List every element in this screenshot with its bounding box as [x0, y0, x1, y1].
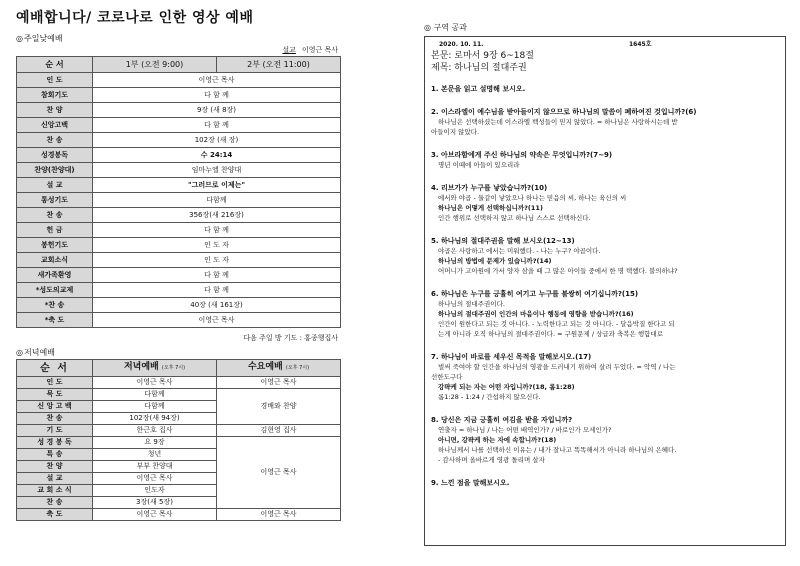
order-value: 9장 (새 8장): [93, 103, 341, 118]
answer-line: 는게 아니라 오직 하나님의 절대주권이다. = 구원문제 / 상급과 축복은 행함대로: [438, 330, 664, 338]
order-label: 신앙고백: [17, 118, 93, 133]
issue-number: 1645호: [629, 41, 652, 48]
order-value: 이영근 목사: [93, 73, 341, 88]
order-label: 설 교: [17, 473, 93, 485]
order-value: 102장 (새 장): [93, 133, 341, 148]
question-text: 1. 본문을 읽고 설명해 보시오.: [431, 85, 526, 93]
bullet-icon: ◎: [16, 34, 23, 43]
order-value: 40장 (새 161장): [93, 298, 341, 313]
table-header-row: [17, 360, 341, 377]
answer-line: 인간이 원한다고 되는 것 아니다. - 노력한다고 되는 것 아니다. - 달음박질 한다고 되: [438, 320, 675, 328]
morning-order-table: [16, 56, 341, 328]
order-value: 다함께: [93, 193, 341, 208]
answer-line: 롬1:28 - 1:24 / 간섭하지 않으신다.: [438, 393, 541, 401]
question-text: 5. 하나님의 절대주권을 말해 보시오(12~13): [431, 237, 575, 245]
order-value: 다 함 께: [93, 118, 341, 133]
answer-line: 어머니가 고아원에 가서 양자 삼을 때 그 많은 아이들 중에서 한 명 택했다. 불의하냐?: [438, 267, 678, 275]
answer-line: 벌써 죽여야 할 인간을 하나님의 영광을 드러내기 위하여 살려 두었다. = 악역 / 나는: [438, 363, 676, 371]
header-wednesday: 수요예배 (오후 7시): [217, 360, 341, 377]
table-row: [17, 193, 341, 208]
order-label: 찬양(찬양대): [17, 163, 93, 178]
next-week-prayer: 다음 주일 방 기도 : 홍종행집사: [243, 334, 338, 342]
order-label: 찬 송: [17, 208, 93, 223]
sunday-evening-value: 다함께: [93, 389, 217, 401]
question-item: [431, 84, 779, 94]
question-text: 7. 하나님이 바로를 세우신 목적을 말해보시오.(17): [431, 353, 592, 361]
worship-bulletin-page: [16, 8, 340, 521]
table-row: [17, 118, 341, 133]
table-row: [17, 178, 341, 193]
order-value: 수 24:14: [93, 148, 341, 163]
table-row: [17, 253, 341, 268]
sunday-evening-value: 한근호 집사: [93, 425, 217, 437]
table-row: [17, 389, 341, 401]
wednesday-value: 김현영 집사: [217, 425, 341, 437]
order-label: 교 회 소 식: [17, 485, 93, 497]
answer-line: 하나님의 절대주권이 인간의 마음이나 행동에 영향을 받습니까?(16): [438, 310, 634, 318]
order-label: 인 도: [17, 73, 93, 88]
header-order: 순 서: [17, 360, 93, 377]
question-item: [431, 150, 779, 170]
order-label: 새가족환영: [17, 268, 93, 283]
answer-line: - 감사하며 올바르게 영광 돌리며 살자: [438, 456, 545, 464]
order-label: 성경봉독: [17, 148, 93, 163]
bullet-icon: ◎: [16, 348, 23, 357]
table-row: [17, 313, 341, 328]
order-label: *찬 송: [17, 298, 93, 313]
order-value: 인 도 자: [93, 238, 341, 253]
sunday-evening-value: 다함께: [93, 401, 217, 413]
answer-line: 강퍅케 되는 자는 어떤 자입니까?(18, 롬1:28): [438, 383, 575, 391]
order-label: 찬 송: [17, 133, 93, 148]
question-text: 4. 리브가가 누구를 낳았습니까?(10): [431, 184, 548, 192]
question-item: [431, 352, 779, 402]
order-label: 찬 양: [17, 461, 93, 473]
table-row: [17, 298, 341, 313]
table-row: [17, 268, 341, 283]
sunday-evening-value: 이영근 목사: [93, 473, 217, 485]
wednesday-value: 이영근 목사: [217, 377, 341, 389]
wednesday-value: 이영근 목사: [217, 509, 341, 521]
scripture-text: 본문: 로마서 9장 6~18절: [431, 51, 534, 61]
sunday-evening-value: 이영근 목사: [93, 509, 217, 521]
answer-line: 하나님의 절대주권이다.: [438, 300, 505, 308]
header-order: 순 서: [17, 57, 93, 73]
answer-line: 명년 이때에 아들이 있으리라: [438, 161, 520, 169]
order-label: 축 도: [17, 509, 93, 521]
question-text: 9. 느낀 점을 말해보시오.: [431, 479, 510, 487]
header-sunday-evening: 저녁예배 (오후 7시): [93, 360, 217, 377]
table-row: [17, 377, 341, 389]
table-row: [17, 283, 341, 298]
order-label: 인 도: [17, 377, 93, 389]
answer-line: 아들이지 않았다.: [431, 128, 480, 136]
table-row: [17, 425, 341, 437]
sunday-evening-value: 인도자: [93, 485, 217, 497]
order-label: 묵 도: [17, 389, 93, 401]
order-value: 다 함 께: [93, 268, 341, 283]
table-row: [17, 73, 341, 88]
wednesday-merged-praise: 경배와 찬양: [217, 389, 341, 425]
answer-line: 하나님은 선택하셨는데 이스라엘 백성들이 믿지 않았다. = 하나님은 사랑하시는데 받: [438, 118, 678, 126]
bible-study-page: [424, 22, 786, 546]
date-line: [431, 40, 779, 49]
order-value: 다 함 께: [93, 223, 341, 238]
order-label: 교회소식: [17, 253, 93, 268]
answer-line: 하나님께서 나를 선택하신 이유는 / 내가 잘나고 똑똑해서가 아니라 하나님의 은혜다.: [438, 446, 677, 454]
question-text: 3. 아브라함에게 주신 하나님의 약속은 무엇입니까?(7~9): [431, 151, 613, 159]
table-row: [17, 163, 341, 178]
sunday-evening-value: 부부 찬양대: [93, 461, 217, 473]
study-section-title: ◎ 구역 공과: [424, 23, 467, 32]
question-item: [431, 236, 779, 276]
question-item: [431, 415, 779, 465]
answer-line: 야곱은 사랑하고 에서는 미워했다. - 나는 누구? 야곱이다.: [438, 247, 601, 255]
order-label: 기 도: [17, 425, 93, 437]
table-row: [17, 148, 341, 163]
order-label: 성 경 봉 독: [17, 437, 93, 449]
order-label: 특 송: [17, 449, 93, 461]
sermon-preacher-line: 설교 이영근 목사: [282, 46, 338, 54]
table-row: [17, 509, 341, 521]
question-item: [431, 107, 779, 137]
question-text: 6. 하나님은 누구를 긍휼히 여기고 누구를 불쌍히 여기십니까?(15): [431, 290, 639, 298]
order-label: 헌 금: [17, 223, 93, 238]
order-label: *성도의교제: [17, 283, 93, 298]
order-value: 356장(새 216장): [93, 208, 341, 223]
order-value: 임마누엘 찬양대: [93, 163, 341, 178]
order-label: 참회기도: [17, 88, 93, 103]
question-text: 2. 이스라엘이 예수님을 받아들이지 않으므로 하나님의 말씀이 폐하여진 것입니까?(6): [431, 108, 697, 116]
table-row: [17, 133, 341, 148]
order-value: "그러므로 이제는": [93, 178, 341, 193]
answer-line: 하나님의 방법에 문제가 있습니까?(14): [438, 257, 552, 265]
morning-section-title: ◎주일낮예배: [16, 34, 63, 43]
question-list: [431, 84, 779, 488]
table-header-row: [17, 57, 341, 73]
sunday-evening-value: 청년: [93, 449, 217, 461]
table-row: [17, 88, 341, 103]
answer-line: 연출자 = 하나님 / 나는 어떤 배역인가? / 바로인가 모세인가?: [438, 426, 612, 434]
lesson-subject: 제목: 하나님의 절대주권: [431, 63, 527, 73]
order-value: 이영근 목사: [93, 313, 341, 328]
answer-line: 하나님은 어떻게 선택하십니까?(11): [438, 204, 543, 212]
order-label: 통성기도: [17, 193, 93, 208]
sunday-evening-value: 3장(새 5장): [93, 497, 217, 509]
answer-line: 아니면, 강퍅케 하는 자에 속합니까?(18): [438, 436, 557, 444]
wednesday-merged-pastor: 이영근 목사: [217, 437, 341, 509]
study-date: 2020. 10. 11.: [439, 41, 484, 48]
table-row: [17, 103, 341, 118]
order-label: 찬 송: [17, 413, 93, 425]
evening-section-title: ◎저녁예배: [16, 348, 55, 357]
sunday-evening-value: 102장(새 94장): [93, 413, 217, 425]
sunday-evening-value: 요 9장: [93, 437, 217, 449]
answer-line: 인간 행위로 선택하지 않고 하나님 스스로 선택하신다.: [438, 214, 591, 222]
sunday-evening-value: 이영근 목사: [93, 377, 217, 389]
header-second-service: 2부 (오전 11:00): [217, 57, 341, 73]
order-label: 찬 양: [17, 103, 93, 118]
order-value: 인 도 자: [93, 253, 341, 268]
question-text: 8. 당신은 지금 긍휼히 여김을 받을 자입니까?: [431, 416, 573, 424]
order-value: 다 함 께: [93, 88, 341, 103]
table-row: [17, 238, 341, 253]
order-label: 봉헌기도: [17, 238, 93, 253]
bullet-icon: ◎: [424, 23, 431, 32]
question-item: [431, 183, 779, 223]
table-row: [17, 223, 341, 238]
study-box: [424, 36, 786, 546]
answer-line: 선한도구다: [431, 373, 463, 381]
order-label: 찬 송: [17, 497, 93, 509]
order-value: 다 함 께: [93, 283, 341, 298]
evening-order-table: [16, 359, 341, 521]
order-label: *축 도: [17, 313, 93, 328]
table-row: [17, 437, 341, 449]
order-label: 신 앙 고 백: [17, 401, 93, 413]
answer-line: 에서와 야곱 - 둘같이 낳았으나 하나는 믿음의 씨, 하나는 육신의 씨: [438, 194, 627, 202]
question-item: [431, 478, 779, 488]
question-item: [431, 289, 779, 339]
page-title: 예배합니다/ 코로나로 인한 영상 예배: [16, 10, 254, 26]
header-first-service: 1부 (오전 9:00): [93, 57, 217, 73]
order-label: 설 교: [17, 178, 93, 193]
table-row: [17, 208, 341, 223]
